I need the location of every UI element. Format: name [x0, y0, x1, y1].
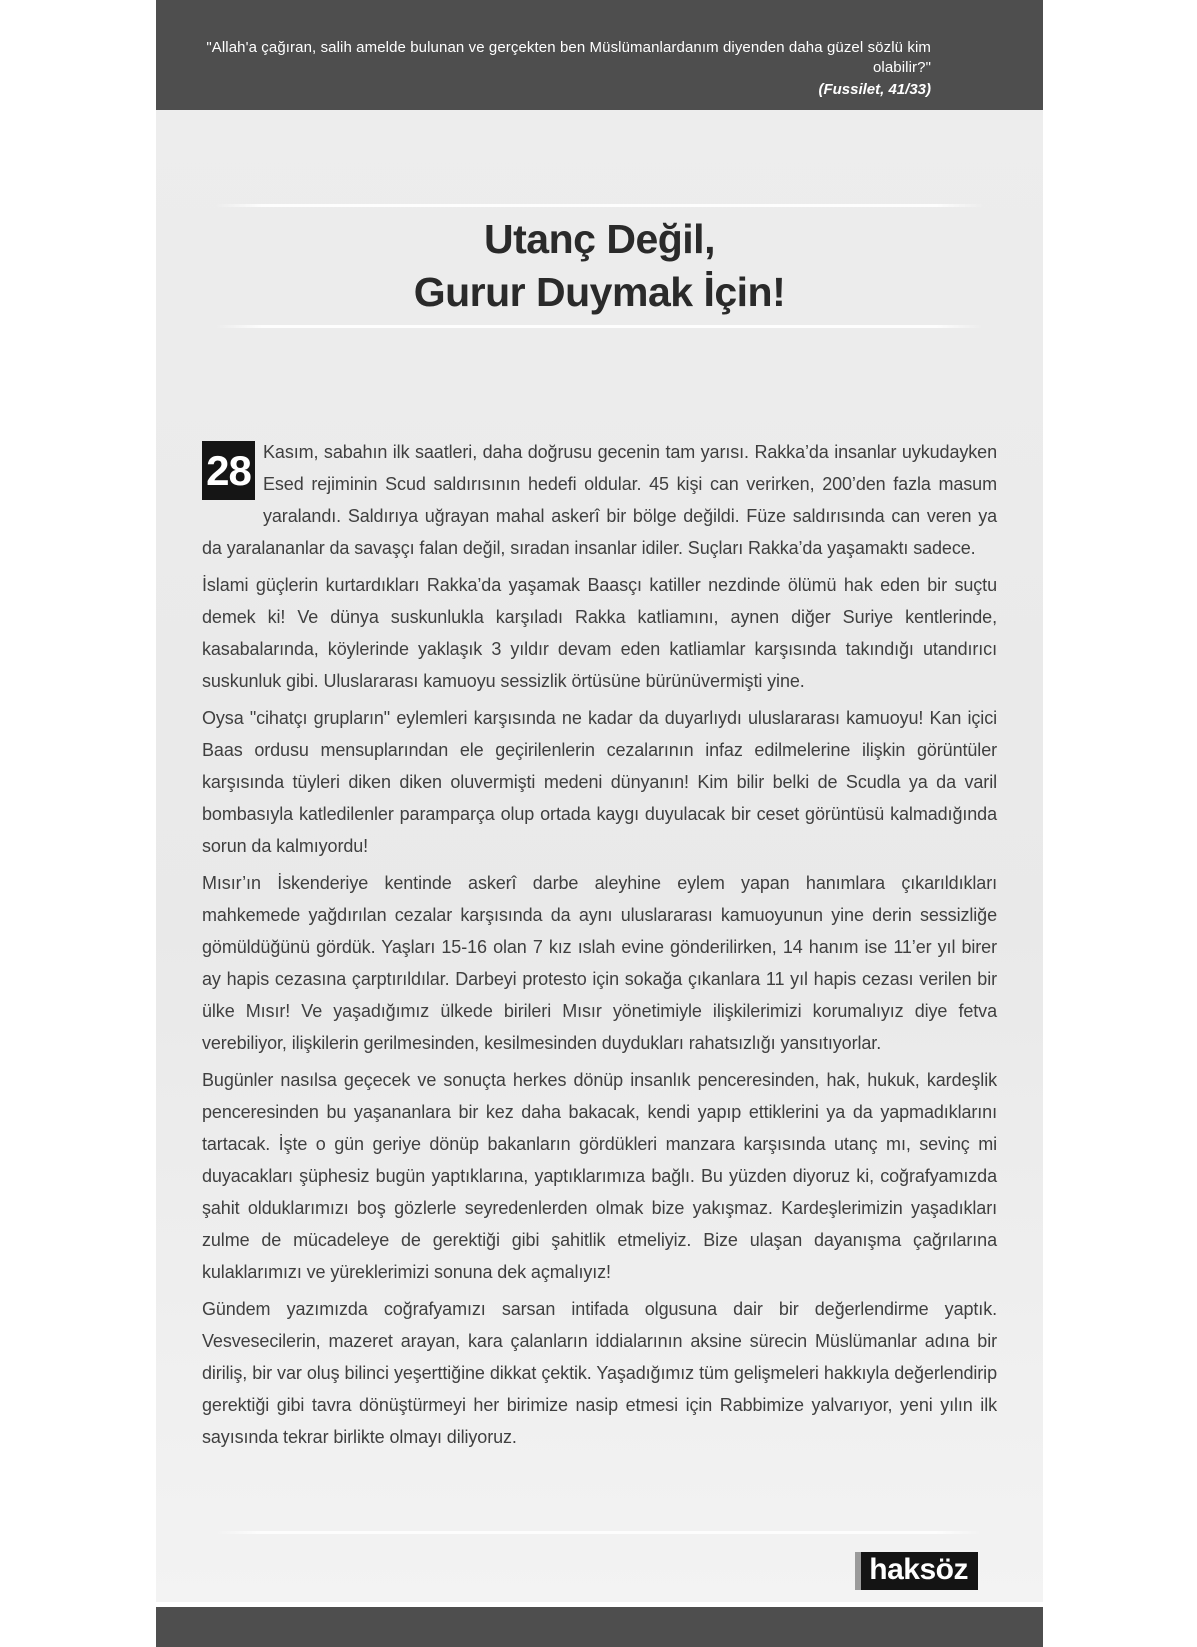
verse-citation: (Fussilet, 41/33)	[818, 81, 931, 98]
magazine-page	[156, 0, 1043, 1647]
page-footer	[156, 1607, 1043, 1647]
article-body	[202, 436, 997, 1453]
article-title	[156, 213, 1043, 319]
footer-rule	[216, 1531, 982, 1534]
verse-quote: "Allah'a çağıran, salih amelde bulunan ve gerçekten ben Müslümanlardanım diyenden daha güzel sözlü kim olabilir?"	[206, 39, 931, 76]
haksoz-logo-text: haksöz	[869, 1553, 968, 1586]
title-bottom-rule	[216, 325, 983, 328]
paragraph-1	[202, 436, 997, 564]
paragraph-5: Bugünler nasılsa geçecek ve sonuçta herkes dönüp insanlık penceresinden, hak, hukuk, kardeşlik penceresinden bu yaşananlara bir kez daha bakacak, kendi yapıp ettiklerini ya da yapmadıklarını tartacak. İşte o gün geriye dönüp bakanların gördükleri manzara karşısında utanç mı, sevinç mi duyacakları şüphesiz bugün yaptıklarına, yaptıklarımıza bağlı. Bu yüzden diyoruz ki, coğrafyamızda şahit olduklarımızı boş gözlerle seyredenlerden olmak bize yakışmaz. Kardeşlerimizin yaşadıkları zulme de mücadeleye de gerektiği gibi şahitlik etmeliyiz. Bize ulaşan dayanışma çağrılarına kulaklarımızı ve yüreklerimizi sonuna dek açmalıyız!	[202, 1070, 997, 1282]
paragraph-2: İslami güçlerin kurtardıkları Rakka’da yaşamak Baasçı katiller nezdinde ölümü hak eden bir suçtu demek ki! Ve dünya suskunlukla karşıladı Rakka katliamını, aynen diğer Suriye kentlerinde, kasabalarında, köylerinde yaklaşık 3 yıldır devam eden katliamlar karşısında takındığı utandırıcı suskunluk gibi. Uluslararası kamuoyu sessizlik örtüsüne bürünüvermişti yine.	[202, 575, 997, 691]
paragraph-6: Gündem yazımızda coğrafyamızı sarsan intifada olgusuna dair bir değerlendirme yaptık. Vesvesecilerin, mazeret arayan, kara çalanların iddialarının aksine sürecin Müslümanlar adına bir diriliş, bir var oluş bilinci yeşerttiğine dikkat çektik. Yaşadığımız tüm gelişmeleri hakkıyla değerlendirip gerektiği gibi tavra dönüştürmeyi her birimize nasip etmesi için Rabbimize yalvarıyor, yeni yılın ilk sayısında tekrar birlikte olmayı diliyoruz.	[202, 1299, 997, 1447]
paragraph-1-text: Kasım, sabahın ilk saatleri, daha doğrusu gecenin tam yarısı. Rakka’da insanlar uykudayken Esed rejiminin Scud saldırısının hedefi oldular. 45 kişi can verirken, 200’den fazla masum yaralandı. Saldırıya uğrayan mahal askerî bir bölge değildi. Füze saldırısında can veren ya da yaralananlar da savaşçı falan değil, sıradan insanlar idiler. Suçları Rakka’da yaşamaktı sadece.	[202, 442, 997, 558]
paragraph-4: Mısır’ın İskenderiye kentinde askerî darbe aleyhine eylem yapan hanımlara çıkarıldıkları mahkemede yağdırılan cezalar karşısında da aynı uluslararası kamuoyunun yine derin sessizliğe gömüldüğünü gördük. Yaşları 15-16 olan 7 kız ıslah evine gönderilirken, 14 hanım ise 11’er yıl birer ay hapis cezasına çarptırıldılar. Darbeyi protesto için sokağa çıkanlara 11 yıl hapis cezası verilen bir ülke Mısır! Ve yaşadığımız ülkede birileri Mısır yönetimiyle ilişkilerimizi korumalıyız diye fetva verebiliyor, ilişkilerin gerilmesinden, kesilmesinden duydukları rahatsızlığı yansıtıyorlar.	[202, 873, 997, 1053]
page-content	[156, 110, 1043, 1602]
article-title-line2: Gurur Duymak İçin!	[413, 269, 786, 315]
paragraph-3: Oysa "cihatçı grupların" eylemleri karşısında ne kadar da duyarlıydı uluslararası kamuoyu! Kan içici Baas ordusu mensuplarından ele geçirilenlerin cezalarının infaz edilmelerine ilişkin görüntüler karşısında tüyleri diken diken oluvermişti medeni dünyanın! Kim bilir belki de Scudla ya da varil bombasıyla katledilenler paramparça olup ortada kaygı duyulacak bir ceset görüntüsü kalmadığında sorun da kalmıyordu!	[202, 708, 997, 856]
page-header	[156, 0, 1043, 110]
article-title-line1: Utanç Değil,	[484, 216, 715, 262]
title-top-rule	[216, 204, 983, 207]
haksoz-logo	[855, 1552, 978, 1590]
dropcap-number: 28	[202, 441, 255, 500]
